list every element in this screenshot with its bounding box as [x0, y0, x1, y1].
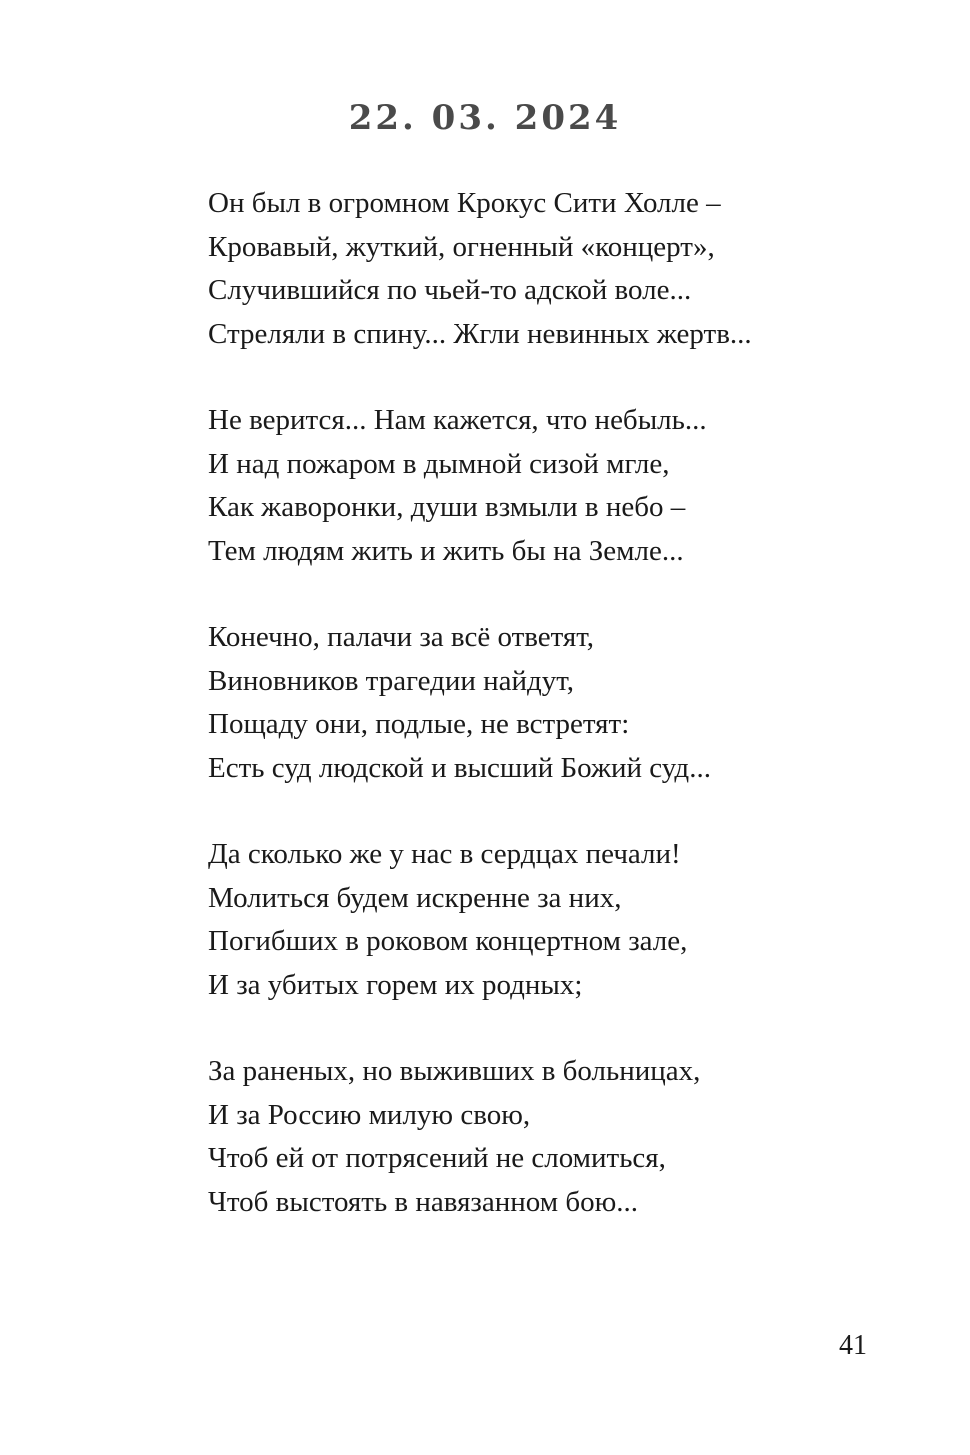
page-title: 22. 03. 2024	[348, 98, 622, 138]
poem-line: За раненых, но выживших в больницах,	[208, 1055, 701, 1087]
poem-line: И за убитых горем их родных;	[208, 968, 583, 1001]
stanza-4	[208, 833, 908, 1007]
poem-line: Погибших в роковом концертном зале,	[208, 925, 688, 957]
poem	[208, 182, 908, 1267]
poem-line: И над пожаром в дымной сизой мгле,	[208, 447, 670, 480]
poem-line: Чтоб ей от потрясений не сломиться,	[208, 1142, 666, 1174]
stanza-5	[208, 1050, 908, 1224]
poem-line: Случившийся по чьей-то адской воле...	[208, 274, 692, 306]
poem-line: Как жаворонки, души взмыли в небо –	[208, 491, 686, 523]
poem-line: Молиться будем искренне за них,	[208, 881, 622, 914]
stanza-3	[208, 616, 908, 790]
poem-line: Конечно, палачи за всё ответят,	[208, 621, 595, 653]
poem-line: Пощаду они, подлые, не встретят:	[208, 708, 630, 740]
poem-line: Есть суд людской и высший Божий суд...	[208, 751, 711, 784]
poem-line: Он был в огромном Крокус Сити Холле –	[208, 187, 721, 219]
poem-line: Кровавый, жуткий, огненный «концерт»,	[208, 230, 715, 263]
poem-line: Да сколько же у нас в сердцах печали!	[208, 838, 681, 870]
poem-line: И за Россию милую свою,	[208, 1098, 531, 1131]
stanza-1	[208, 182, 908, 356]
poem-line: Тем людям жить и жить бы на Земле...	[208, 534, 684, 567]
page-number: 41	[839, 1330, 867, 1361]
poem-line: Виновников трагедии найдут,	[208, 664, 575, 697]
poem-line: Не верится... Нам кажется, что небыль...	[208, 404, 707, 436]
poem-line: Стреляли в спину... Жгли невинных жертв...	[208, 317, 752, 350]
stanza-2	[208, 399, 908, 573]
poem-line: Чтоб выстоять в навязанном бою...	[208, 1185, 638, 1218]
